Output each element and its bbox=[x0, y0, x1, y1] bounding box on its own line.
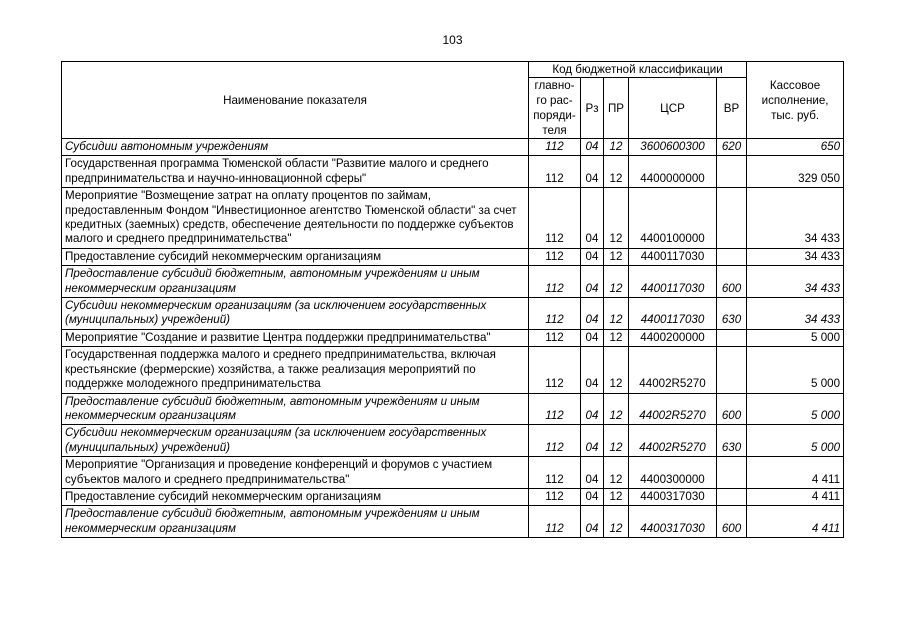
cell-name: Государственная поддержка малого и среднего предпринимательства, включая крестьянские (фермерские) хозяйства, а также реализация мероприятий по поддержке молодежного предпринимательства bbox=[62, 347, 529, 393]
cell-amount: 650 bbox=[747, 139, 844, 156]
cell-glava: 112 bbox=[529, 188, 581, 249]
table-row bbox=[62, 266, 844, 298]
cell-glava: 112 bbox=[529, 248, 581, 265]
cell-glava: 112 bbox=[529, 506, 581, 538]
table-row bbox=[62, 156, 844, 188]
cell-pr: 12 bbox=[604, 506, 629, 538]
cell-vr bbox=[717, 457, 747, 489]
cell-vr: 600 bbox=[717, 266, 747, 298]
table-row bbox=[62, 457, 844, 489]
cell-name: Предоставление субсидий некоммерческим организациям bbox=[62, 488, 529, 505]
table-row bbox=[62, 347, 844, 393]
cell-csr: 4400317030 bbox=[629, 488, 717, 505]
table-row bbox=[62, 248, 844, 265]
cell-csr: 4400317030 bbox=[629, 506, 717, 538]
cell-name: Субсидии автономным учреждениям bbox=[62, 139, 529, 156]
cell-csr: 44002R5270 bbox=[629, 425, 717, 457]
cell-csr: 44002R5270 bbox=[629, 393, 717, 425]
cell-glava: 112 bbox=[529, 156, 581, 188]
cell-glava: 112 bbox=[529, 457, 581, 489]
cell-csr: 3600600300 bbox=[629, 139, 717, 156]
cell-name: Предоставление субсидий бюджетным, автономным учреждениям и иным некоммерческим организациям bbox=[62, 393, 529, 425]
cell-name: Субсидии некоммерческим организациям (за исключением государственных (муниципальных) учреждений) bbox=[62, 298, 529, 330]
cell-pr: 12 bbox=[604, 266, 629, 298]
cell-rz: 04 bbox=[581, 188, 604, 249]
cell-amount: 4 411 bbox=[747, 506, 844, 538]
cell-glava: 112 bbox=[529, 139, 581, 156]
header-csr: ЦСР bbox=[629, 78, 717, 139]
cell-pr: 12 bbox=[604, 347, 629, 393]
header-amount: Кассовое исполнение, тыс. руб. bbox=[747, 62, 844, 139]
cell-rz: 04 bbox=[581, 506, 604, 538]
cell-vr: 600 bbox=[717, 393, 747, 425]
cell-csr: 44002R5270 bbox=[629, 347, 717, 393]
header-glava: главно-го рас-поряди-теля bbox=[529, 78, 581, 139]
table-row bbox=[62, 425, 844, 457]
table-row bbox=[62, 393, 844, 425]
cell-rz: 04 bbox=[581, 266, 604, 298]
cell-vr: 620 bbox=[717, 139, 747, 156]
cell-amount: 34 433 bbox=[747, 298, 844, 330]
cell-vr bbox=[717, 248, 747, 265]
cell-amount: 5 000 bbox=[747, 393, 844, 425]
cell-pr: 12 bbox=[604, 156, 629, 188]
cell-amount: 34 433 bbox=[747, 248, 844, 265]
cell-name: Субсидии некоммерческим организациям (за исключением государственных (муниципальных) учреждений) bbox=[62, 425, 529, 457]
table-row bbox=[62, 329, 844, 346]
cell-csr: 4400117030 bbox=[629, 266, 717, 298]
cell-vr bbox=[717, 329, 747, 346]
cell-glava: 112 bbox=[529, 266, 581, 298]
cell-csr: 4400117030 bbox=[629, 248, 717, 265]
header-indicator-name: Наименование показателя bbox=[62, 62, 529, 139]
cell-pr: 12 bbox=[604, 298, 629, 330]
cell-amount: 5 000 bbox=[747, 347, 844, 393]
cell-pr: 12 bbox=[604, 393, 629, 425]
cell-pr: 12 bbox=[604, 425, 629, 457]
cell-name: Мероприятие "Организация и проведение конференций и форумов с участием субъектов малого и среднего предпринимательства" bbox=[62, 457, 529, 489]
cell-pr: 12 bbox=[604, 248, 629, 265]
table-body bbox=[62, 139, 844, 538]
cell-rz: 04 bbox=[581, 139, 604, 156]
cell-name: Предоставление субсидий бюджетным, автономным учреждениям и иным некоммерческим организациям bbox=[62, 506, 529, 538]
cell-vr: 630 bbox=[717, 425, 747, 457]
cell-pr: 12 bbox=[604, 188, 629, 249]
header-vr: ВР bbox=[717, 78, 747, 139]
cell-pr: 12 bbox=[604, 488, 629, 505]
cell-glava: 112 bbox=[529, 425, 581, 457]
cell-rz: 04 bbox=[581, 329, 604, 346]
cell-rz: 04 bbox=[581, 457, 604, 489]
cell-vr: 630 bbox=[717, 298, 747, 330]
cell-glava: 112 bbox=[529, 393, 581, 425]
cell-amount: 34 433 bbox=[747, 188, 844, 249]
budget-table bbox=[61, 61, 844, 538]
cell-amount: 4 411 bbox=[747, 488, 844, 505]
header-pr: ПР bbox=[604, 78, 629, 139]
cell-vr: 600 bbox=[717, 506, 747, 538]
cell-name: Мероприятие "Создание и развитие Центра поддержки предпринимательства" bbox=[62, 329, 529, 346]
cell-pr: 12 bbox=[604, 457, 629, 489]
table-row bbox=[62, 188, 844, 249]
cell-csr: 4400300000 bbox=[629, 457, 717, 489]
table-row bbox=[62, 506, 844, 538]
cell-rz: 04 bbox=[581, 425, 604, 457]
cell-amount: 5 000 bbox=[747, 425, 844, 457]
cell-glava: 112 bbox=[529, 298, 581, 330]
table-row bbox=[62, 298, 844, 330]
cell-name: Мероприятие "Возмещение затрат на оплату процентов по займам, предоставленным Фондом "Инвестиционное агентство Тюменской области" за счет кредитных (заемных) средств, обеспечение деятельности по поддержке субъектов малого и среднего предпринимательства" bbox=[62, 188, 529, 249]
cell-amount: 5 000 bbox=[747, 329, 844, 346]
table-row bbox=[62, 488, 844, 505]
cell-rz: 04 bbox=[581, 156, 604, 188]
cell-name: Предоставление субсидий бюджетным, автономным учреждениям и иным некоммерческим организациям bbox=[62, 266, 529, 298]
cell-amount: 34 433 bbox=[747, 266, 844, 298]
header-code-group: Код бюджетной классификации bbox=[529, 62, 747, 78]
cell-rz: 04 bbox=[581, 298, 604, 330]
cell-amount: 329 050 bbox=[747, 156, 844, 188]
cell-name: Предоставление субсидий некоммерческим организациям bbox=[62, 248, 529, 265]
header-rz: Рз bbox=[581, 78, 604, 139]
page-number: 103 bbox=[442, 33, 463, 47]
cell-csr: 4400100000 bbox=[629, 188, 717, 249]
cell-csr: 4400117030 bbox=[629, 298, 717, 330]
cell-vr bbox=[717, 347, 747, 393]
cell-csr: 4400000000 bbox=[629, 156, 717, 188]
cell-glava: 112 bbox=[529, 488, 581, 505]
cell-pr: 12 bbox=[604, 139, 629, 156]
cell-rz: 04 bbox=[581, 248, 604, 265]
cell-csr: 4400200000 bbox=[629, 329, 717, 346]
cell-vr bbox=[717, 488, 747, 505]
cell-rz: 04 bbox=[581, 347, 604, 393]
cell-rz: 04 bbox=[581, 488, 604, 505]
cell-pr: 12 bbox=[604, 329, 629, 346]
cell-rz: 04 bbox=[581, 393, 604, 425]
cell-vr bbox=[717, 188, 747, 249]
cell-amount: 4 411 bbox=[747, 457, 844, 489]
table-row bbox=[62, 139, 844, 156]
cell-name: Государственная программа Тюменской области "Развитие малого и среднего предпринимательства и научно-инновационной сферы" bbox=[62, 156, 529, 188]
cell-vr bbox=[717, 156, 747, 188]
cell-glava: 112 bbox=[529, 347, 581, 393]
cell-glava: 112 bbox=[529, 329, 581, 346]
